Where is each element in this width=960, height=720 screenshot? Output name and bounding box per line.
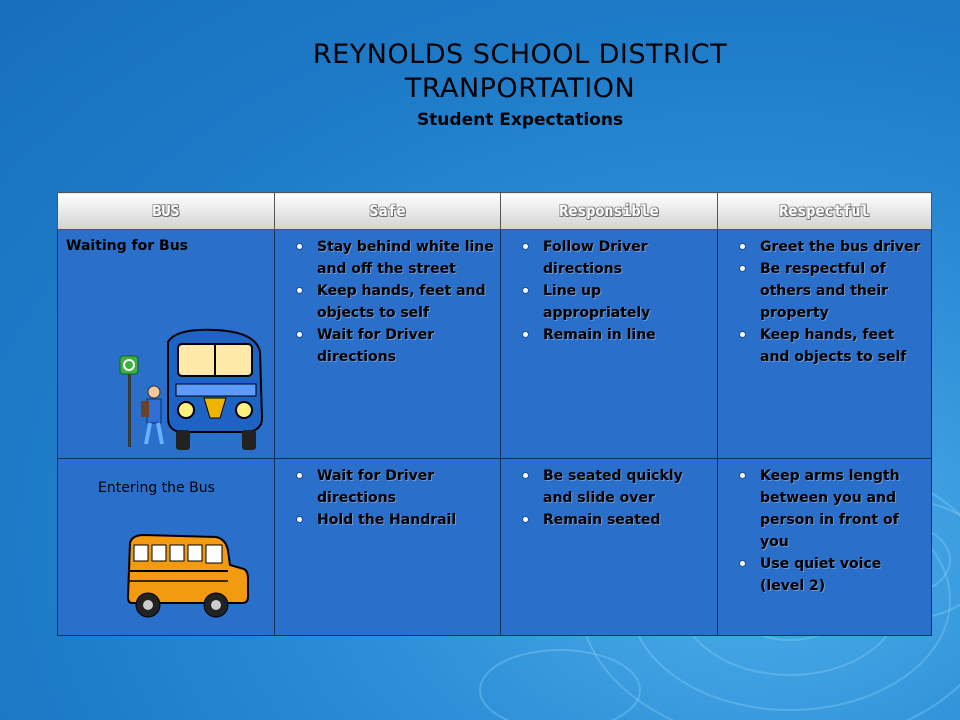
list-item <box>543 324 711 346</box>
list-item-text: Wait for Driver directions <box>317 468 435 506</box>
page-title <box>0 38 960 130</box>
list-item-text: Remain seated <box>543 512 661 528</box>
bullet-icon <box>297 332 302 337</box>
safe-cell <box>275 459 501 636</box>
bus-stop-clipart <box>116 322 266 452</box>
list-item-text: Wait for Driver directions <box>317 327 435 365</box>
respectful-list <box>718 465 931 597</box>
row-label: Entering the Bus <box>98 480 215 496</box>
list-item <box>760 465 925 553</box>
bullet-icon <box>297 517 302 522</box>
title-line-2: TRANPORTATION <box>404 73 636 104</box>
list-item-text: Be seated quickly and slide over <box>543 468 683 506</box>
list-item-text: Follow Driver directions <box>543 239 648 277</box>
header-safe: Safe <box>275 193 501 230</box>
safe-list <box>275 465 500 531</box>
bullet-icon <box>740 561 745 566</box>
bullet-icon <box>740 473 745 478</box>
bullet-icon <box>740 332 745 337</box>
responsible-list <box>501 236 717 346</box>
subtitle: Student Expectations <box>416 110 624 130</box>
header-respectful: Respectful <box>718 193 932 230</box>
expectations-table <box>57 192 932 636</box>
header-row <box>58 193 932 230</box>
list-item-text: Line up appropriately <box>543 283 651 321</box>
list-item-text: Greet the bus driver <box>760 239 921 255</box>
school-bus-clipart <box>124 531 250 625</box>
list-item <box>760 236 925 258</box>
list-item-text: Keep arms length between you and person in front of you <box>760 468 900 550</box>
list-item <box>317 280 494 324</box>
respectful-cell <box>718 459 932 636</box>
responsible-cell <box>501 230 718 459</box>
respectful-cell <box>718 230 932 459</box>
list-item <box>317 324 494 368</box>
table-row <box>58 459 932 636</box>
row-label-cell <box>58 230 275 459</box>
bullet-icon <box>523 332 528 337</box>
header-responsible: Responsible <box>501 193 718 230</box>
respectful-list <box>718 236 931 368</box>
title-line-1: REYNOLDS SCHOOL DISTRICT <box>312 39 728 70</box>
safe-cell <box>275 230 501 459</box>
bullet-icon <box>740 244 745 249</box>
list-item-text: Remain in line <box>543 327 656 343</box>
list-item-text: Use quiet voice (level 2) <box>760 556 882 594</box>
bullet-icon <box>523 244 528 249</box>
list-item-text: Hold the Handrail <box>317 512 457 528</box>
responsible-list <box>501 465 717 531</box>
list-item <box>317 465 494 509</box>
list-item <box>317 236 494 280</box>
row-label: Waiting for Bus <box>66 238 189 254</box>
list-item <box>543 509 711 531</box>
bullet-icon <box>297 473 302 478</box>
table-row <box>58 230 932 459</box>
list-item-text: Be respectful of others and their property <box>760 261 889 321</box>
list-item-text: Keep hands, feet and objects to self <box>760 327 907 365</box>
row-label-cell <box>58 459 275 636</box>
bullet-icon <box>740 266 745 271</box>
safe-list <box>275 236 500 368</box>
list-item <box>760 553 925 597</box>
list-item <box>760 258 925 324</box>
list-item <box>543 465 711 509</box>
bullet-icon <box>297 244 302 249</box>
list-item <box>760 324 925 368</box>
bullet-icon <box>297 288 302 293</box>
list-item <box>317 509 494 531</box>
list-item <box>543 236 711 280</box>
bullet-icon <box>523 473 528 478</box>
bullet-icon <box>523 517 528 522</box>
list-item-text: Stay behind white line and off the street <box>317 239 494 277</box>
list-item <box>543 280 711 324</box>
bullet-icon <box>523 288 528 293</box>
list-item-text: Keep hands, feet and objects to self <box>317 283 486 321</box>
responsible-cell <box>501 459 718 636</box>
header-bus: BUS <box>58 193 275 230</box>
